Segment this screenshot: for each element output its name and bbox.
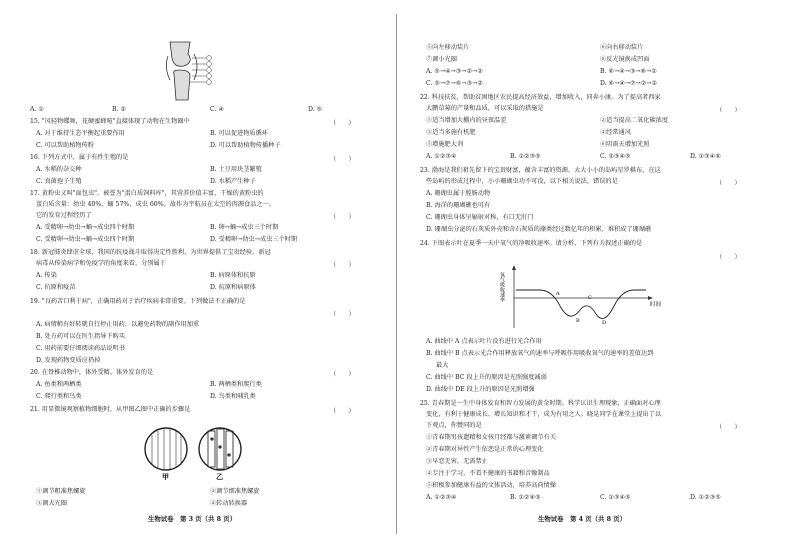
q17-option-a[interactable]: A. 受精卵→幼虫→蛹→成虫四个时期	[36, 224, 135, 231]
graph-point-b: B	[576, 318, 580, 324]
q16-answer-blank[interactable]: （ ）	[330, 156, 355, 163]
q21-option-d[interactable]: D. ⑥→④→⑦→②→②	[600, 80, 658, 87]
graph-xlabel: 时间	[650, 302, 662, 308]
joint-diagram	[160, 40, 220, 102]
graph-ylabel: 氧气吸收速率	[499, 272, 505, 302]
q15-option-d[interactable]: D. 可以帮助植物传播种子	[210, 142, 281, 149]
q20-answer-blank[interactable]: （ ）	[330, 371, 355, 378]
graph-point-a: A	[556, 291, 560, 297]
q21-step-4[interactable]: ④转动转换器	[210, 500, 248, 507]
q23-stem-line-1: 23. 渤海是我们祖先留下的宝贵财富，蕴含丰富的资源。大大小小的岛屿星罗棋布，在这	[420, 167, 661, 174]
q24-option-b-cont: 最大	[436, 362, 449, 369]
q23-option-a[interactable]: A. 珊瑚虫属于腔肠动物	[426, 190, 491, 197]
label-jia: 甲	[162, 472, 169, 481]
q15-answer-blank[interactable]: （ ）	[330, 120, 355, 127]
graph-point-d: D	[602, 320, 607, 326]
q25-item-1: ①青春期男孩遗精和女孩月经都与激素调节有关	[426, 434, 556, 441]
q22-option-c[interactable]: C. ②③④⑤	[600, 153, 631, 160]
q14-option-c[interactable]: C. ④	[210, 106, 224, 113]
q17-option-b[interactable]: B. 卵→蛹→成虫三个时期	[210, 224, 279, 231]
q23-answer-blank[interactable]: （ ）	[716, 180, 741, 187]
q18-stem-line-1: 18. 新冠肺炎肆虐全球，我国的抗疫战斗取得决定性胜利，为世界提供了宝贵经验。新冠	[30, 249, 271, 256]
q21-answer-blank[interactable]: （ ）	[330, 408, 355, 415]
q24-option-d[interactable]: D. 曲线中 DE 段上升的原因是光照增强	[426, 386, 535, 393]
q15-option-c[interactable]: C. 可以帮助植物传粉	[36, 142, 94, 149]
q24-answer-blank[interactable]: （ ）	[716, 254, 741, 261]
q20-stem: 20. 在脊椎动物中，体外受精、体外发育的是	[30, 369, 154, 376]
q23-stem-line-2: 些岛屿的形成过程中，小小珊瑚虫功不可没，以下相关说法，错误的是	[426, 178, 618, 185]
q20-option-a[interactable]: A. 鱼类和两栖类	[36, 381, 82, 388]
q19-option-b[interactable]: B. 处方药可以在医生指导下购买	[36, 333, 125, 340]
q25-option-d[interactable]: D. ①②③⑤	[690, 494, 721, 501]
graph-point-c: C	[588, 295, 592, 301]
q24-option-b[interactable]: B. 曲线中 B 点表示光合作用释放氧气的速率与呼吸作用吸收氧气的速率的差值达到	[426, 350, 654, 357]
q18-option-b[interactable]: B. 病原体和抗原	[210, 272, 256, 279]
q22-item-5: ⑤增施肥大剂	[426, 141, 464, 148]
page-4-footer: 生物试卷 第 4 页（共 8 页）	[538, 515, 627, 523]
q14-option-a[interactable]: A. ①	[30, 106, 44, 113]
q22-answer-blank[interactable]: （ ）	[716, 107, 741, 114]
q19-answer-blank[interactable]: （ ）	[330, 311, 355, 318]
q19-option-a[interactable]: A. 病情稍有好转就自行停止用药，以避免药物的副作用加重	[36, 321, 200, 328]
q22-option-b[interactable]: B. ①②③⑤	[510, 153, 541, 160]
q17-stem-line-3: 它的发育过程经历了	[36, 212, 92, 219]
q23-option-c[interactable]: C. 珊瑚虫身体呈辐射对称，有口无肛门	[426, 214, 534, 221]
q17-option-c[interactable]: C. 受精卵→幼虫→蛹→成虫四个时期	[36, 236, 135, 243]
q25-stem-line-2: 变化，有利于健康成长、增长知识和才干，成为有用之人。晓晃同学在课堂上提出了以	[426, 411, 662, 418]
q25-stem-line-1: 25. 青春期是一生中身体发育和智力发展的黄金时期。科学认识生理现象，正确面对心理	[420, 400, 661, 407]
joint-lower-bone	[174, 70, 190, 100]
q17-option-d[interactable]: D. 受精卵→幼虫→成虫三个时期	[210, 236, 298, 243]
q18-option-a[interactable]: A. 传染	[36, 272, 57, 279]
q21-step-3[interactable]: ③调大光圈	[36, 500, 67, 507]
q20-option-c[interactable]: C. 爬行类和鸟类	[36, 393, 82, 400]
q17-stem-line-2: 蛋白质含量：幼虫 40%、蛹 57%、成虫 60%。故作为宇航员在太空的肉源食品之一。	[36, 201, 275, 208]
page-3-footer: 生物试卷 第 3 页（共 8 页）	[148, 515, 237, 523]
q18-stem-line-2: 病毒从传染病学和免疫学的角度来看，分别属于	[36, 260, 166, 267]
field-jia	[145, 428, 187, 470]
q16-option-a[interactable]: A. 水稻的杂交种	[36, 166, 82, 173]
q17-answer-blank[interactable]: （ ）	[330, 214, 355, 221]
q18-option-c[interactable]: C. 抗原和疫苗	[36, 284, 76, 291]
q24-option-a[interactable]: A. 曲线中 A 点表示叶片没有进行光合作用	[426, 338, 542, 345]
q21-step-1[interactable]: ①调节粗准焦螺旋	[36, 488, 86, 495]
field-yi	[199, 428, 241, 470]
column-divider	[396, 14, 397, 534]
page-3	[0, 0, 396, 560]
q21-option-c[interactable]: C. ⑤→⑦→⑥→③→②	[426, 80, 483, 87]
q25-item-4: ④专注于学习，不看不健康的书籍和音像制品	[426, 470, 550, 477]
q18-option-d[interactable]: D. 抗原和病原体	[210, 284, 256, 291]
q16-option-c[interactable]: C. 真菌孢子生殖	[36, 178, 82, 185]
q22-item-2: ②适当提高二氧化碳浓度	[600, 117, 669, 124]
q24-option-c[interactable]: C. 曲线中 BC 段上升的原因是光照强度减弱	[426, 374, 547, 381]
q25-item-3: ③早恋无害，无需禁止	[426, 458, 488, 465]
q25-stem-line-3: 下观点，你赞同的是	[426, 422, 482, 429]
q21-step-7[interactable]: ⑦调小光圈	[426, 56, 457, 63]
q16-stem: 16. 下列方式中，属于有性生殖的是	[30, 154, 129, 161]
q24-stem: 24. 下图表示叶在夏季一天中氧气的净吸收速率。请分析，下列有关叙述正确的是	[420, 240, 643, 247]
q22-item-1: ①适当增加大棚内的昼夜温差	[426, 117, 507, 124]
q15-option-b[interactable]: B. 可以促进物质循环	[210, 130, 268, 137]
q25-item-2: ②青春期对异性产生依恋是正常的心理变化	[426, 446, 544, 453]
q22-stem-line-2: 大鹏草莓的产量和品质，可以采取的措施是	[426, 105, 544, 112]
q22-item-3: ③适当多施有机肥	[426, 129, 476, 136]
oxygen-rate-graph	[500, 262, 670, 334]
q15-stem: 15. "风轻物蝶舞，花硬蜜蜂喧"直接体现了动物在生物圈中	[30, 118, 190, 125]
q15-option-a[interactable]: A. 对于维持生态平衡起重要作用	[36, 130, 125, 137]
q22-option-d[interactable]: D. ①③④⑥	[690, 153, 721, 160]
q22-item-6: ⑥阴雨天增加光照	[600, 141, 650, 148]
q21-step-5[interactable]: ⑤向左移动装片	[426, 44, 470, 51]
q21-option-b[interactable]: B. ⑥→④→③→⑧→②	[600, 68, 657, 75]
q21-step-2[interactable]: ②调节细准焦螺旋	[210, 488, 260, 495]
q21-step-6[interactable]: ⑥向右移动装片	[600, 44, 644, 51]
q25-option-a[interactable]: A. ①②③④	[426, 494, 457, 501]
q21-stem: 21. 用显微镜观察植物细胞时，从甲图乙图中正确的步骤是	[30, 406, 191, 413]
q18-answer-blank[interactable]: （ ）	[330, 262, 355, 269]
q22-option-a[interactable]: A. ①②③④	[426, 153, 457, 160]
q25-option-c[interactable]: C. ①③④⑤	[600, 494, 631, 501]
q22-item-4: ④经常通风	[600, 129, 631, 136]
q20-option-d[interactable]: D. 鸟类和哺乳类	[210, 393, 256, 400]
q16-option-d[interactable]: D. 水稻产生种子	[210, 178, 256, 185]
page-4	[398, 0, 794, 560]
q16-option-b[interactable]: B. 土豆用块茎繁殖	[210, 166, 262, 173]
q25-item-5: ⑤积极参加健康有益的文体活动，培养高尚情操	[426, 482, 556, 489]
oxygen-curve	[516, 290, 646, 319]
joint-upper-bone	[170, 42, 190, 66]
q25-answer-blank[interactable]: （ ）	[716, 424, 741, 431]
q14-option-b[interactable]: B. ②	[112, 106, 127, 113]
q21-step-8[interactable]: ⑧反光镜换成凹面	[600, 56, 650, 63]
q19-option-d[interactable]: D. 发现药物变质应扔掉	[36, 357, 101, 364]
q21-option-a[interactable]: A. ⑤→④→③→②→②	[426, 68, 483, 75]
q23-option-b[interactable]: B. 海洋的珊瑚礁也可有	[426, 202, 491, 209]
q17-stem-line-1: 17. 黄粉虫又叫"面包虫"，被誉为"蛋白质饲料库"，其营养价值丰富，干燥的黄粉虫的	[30, 190, 264, 197]
q19-option-c[interactable]: C. 用药前要仔细阅读药品说明书	[36, 345, 125, 352]
q14-option-d[interactable]: D. ⑤	[308, 106, 323, 113]
q25-option-b[interactable]: B. ①②④⑤	[510, 494, 541, 501]
label-yi: 乙	[216, 472, 223, 481]
q23-option-d[interactable]: D. 珊瑚虫分泌的石灰质外壳和含石灰质的藻类经过数亿年的积累，堆积成了珊瑚礁	[426, 226, 652, 233]
q19-stem: 19. "良药苦口利于病"，正确用药对于治疗疾病非常重要。下列做法不正确的是	[30, 298, 246, 305]
q20-option-b[interactable]: B. 两栖类和爬行类	[210, 381, 262, 388]
q22-stem-line-1: 22. 科技扶贫，帮助贫困地区农民提高经济效益，增加收入，同奔小康。为了提高者西家	[420, 94, 661, 101]
microscope-fields-diagram	[140, 425, 250, 480]
